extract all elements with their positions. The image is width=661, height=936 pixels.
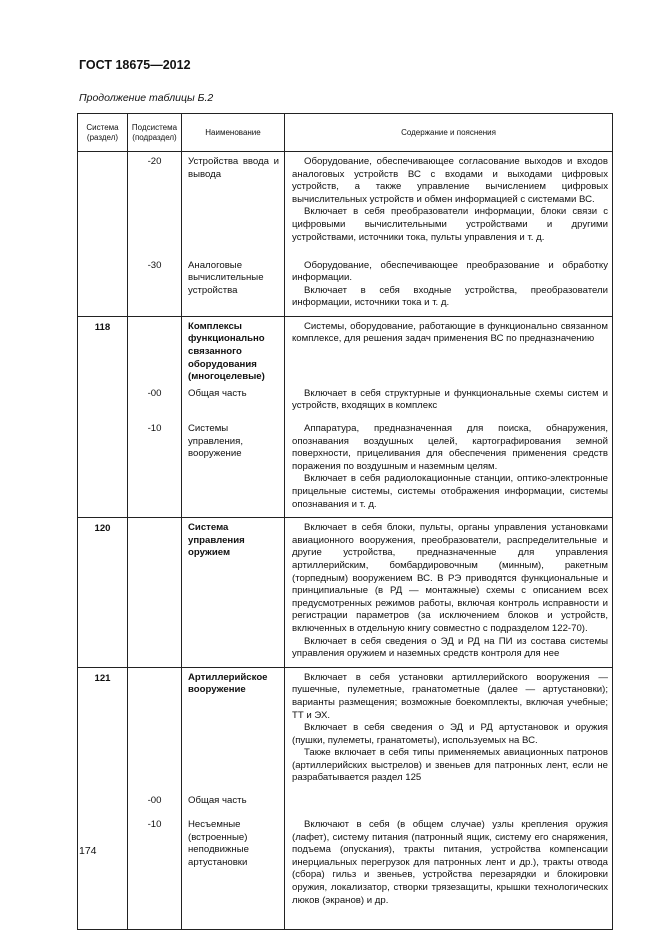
cell-subsystem-code [128,667,182,791]
cell-subsystem-code: -00 [128,791,182,815]
cell-subsystem-code: -00 [128,384,182,419]
cell-subsystem-code: -10 [128,419,182,518]
cell-name: Общая часть [182,791,285,815]
cell-name: Артиллерийское вооружение [182,667,285,791]
cell-system-code [78,152,128,256]
cell-name: Устройства ввода и вывода [182,152,285,256]
cell-content [285,256,613,317]
content-paragraph: Включают в себя (в общем случае) узлы крепления оружия (лафет), систему питания (патронный ящик, систему его снаряжения, подъема (опускания), тракты питания, устройства компенсации инерциальных перегрузок для патронных лент и др.), тракты отвода (сбора) гильз и звеньев, устройства перезарядки и блокировки оружия, локализатор, створки трязезащиты, крышки технологических люков (экранов) и др. [292,819,608,906]
table-row [78,256,613,317]
content-paragraph: Оборудование, обеспечивающее согласование выходов и входов аналоговых устройств ВС с входами и выходами цифровых устройств, а также управление вычислением цифровых вычислительных устройств и обмен информацией с системами ВС. [292,156,608,205]
table-header-row [78,114,613,152]
table-row [78,518,613,668]
column-header-name: Наименование [182,114,285,152]
cell-subsystem-code: -30 [128,256,182,317]
cell-system-code: 121 [78,667,128,791]
document-standard-header: ГОСТ 18675—2012 [79,58,191,72]
classification-table [77,113,613,930]
cell-system-code: 118 [78,316,128,383]
table-row [78,316,613,383]
table-row [78,791,613,815]
content-paragraph: Системы, оборудование, работающие в функционально связанном комплексе, для решения задач применения ВС по предназначению [292,320,608,345]
cell-system-code [78,256,128,317]
content-paragraph: Оборудование, обеспечивающее преобразование и обработку информации. [292,259,608,284]
cell-system-code: 120 [78,518,128,668]
table-row [78,152,613,256]
cell-name: Комплексы функционально связанного оборудования (многоцелевые) [182,316,285,383]
cell-content [285,518,613,668]
cell-content [285,791,613,815]
cell-name: Несъемные (встроенные) неподвижные артустановки [182,815,285,929]
cell-subsystem-code: -20 [128,152,182,256]
cell-name: Аналоговые вычислительные устройства [182,256,285,317]
content-paragraph: Включает в себя радиолокационные станции, оптико-электронные прицельные системы, системы отображения информации, системы опознавания и т. д. [292,473,608,510]
cell-content [285,667,613,791]
content-paragraph: Включает в себя входные устройства, преобразователи информации, источники тока и т. д. [292,284,608,309]
cell-subsystem-code [128,518,182,668]
cell-system-code [78,384,128,419]
content-paragraph: Включает в себя структурные и функциональные схемы систем и устройств, входящих в комплекс [292,387,608,412]
cell-subsystem-code [128,316,182,383]
cell-content [285,419,613,518]
cell-content [285,152,613,256]
column-header-system: Система (раздел) [78,114,128,152]
cell-system-code [78,815,128,929]
table-row [78,667,613,791]
cell-content [285,316,613,383]
table-caption: Продолжение таблицы Б.2 [79,92,214,104]
content-paragraph: Также включает в себя типы применяемых авиационных патронов (артиллерийских выстрелов) и звеньев для патронных лент, если не разрабатывается раздел 125 [292,747,608,784]
cell-system-code [78,419,128,518]
cell-name: Система управления оружием [182,518,285,668]
table-row [78,419,613,518]
content-paragraph: Включает в себя установки артиллерийского вооружения — пушечные, пулеметные, гранатометные (далее — артустановки); варианты размещения; возможные боекомплекты, включая учебные; ТТ и ЭХ. [292,671,608,721]
table-row [78,815,613,929]
column-header-content: Содержание и пояснения [285,114,613,152]
cell-content [285,815,613,929]
cell-subsystem-code: -10 [128,815,182,929]
cell-system-code [78,791,128,815]
content-paragraph: Включает в себя блоки, пульты, органы управления установками авиационного вооружения, преобразователи, распределительные и другие устройства, предназначенные для управления артиллерийским, бомбардировочным (минным), ракетным (торпедным) вооружением ВС. В РЭ приводятся функциональные и принципиальные (в РД — монтажные) схемы с описанием всех предусмотренных режимов работы, включая контроль исправности и регистрации параметров (за исключением блоков и устройств, включенных в отдельную книгу совместно с подразделом 122-70). [292,522,608,634]
table-row [78,384,613,419]
page-number: 174 [79,845,97,857]
content-paragraph: Включает в себя сведения о ЭД и РД артустановок и оружия (пушки, пулеметы, гранатометы), используемых на ВС. [292,722,608,746]
content-paragraph: Включает в себя преобразователи информации, блоки связи с цифровыми вычислительными устройствами и другими устройствами, источники тока, пульты управления и т. д. [292,206,608,243]
content-paragraph: Аппаратура, предназначенная для поиска, обнаружения, опознавания воздушных целей, картографирования земной поверхности, прицеливания для обеспечения применения средств поражения по воздушным и наземным целям. [292,423,608,472]
cell-name: Системы управления, вооружение [182,419,285,518]
content-paragraph: Включает в себя сведения о ЭД и РД на ПИ из состава системы управления оружием и наземных средств контроля для нее [292,635,608,660]
column-header-subsystem: Подсистема (подраздел) [128,114,182,152]
cell-content [285,384,613,419]
cell-name: Общая часть [182,384,285,419]
